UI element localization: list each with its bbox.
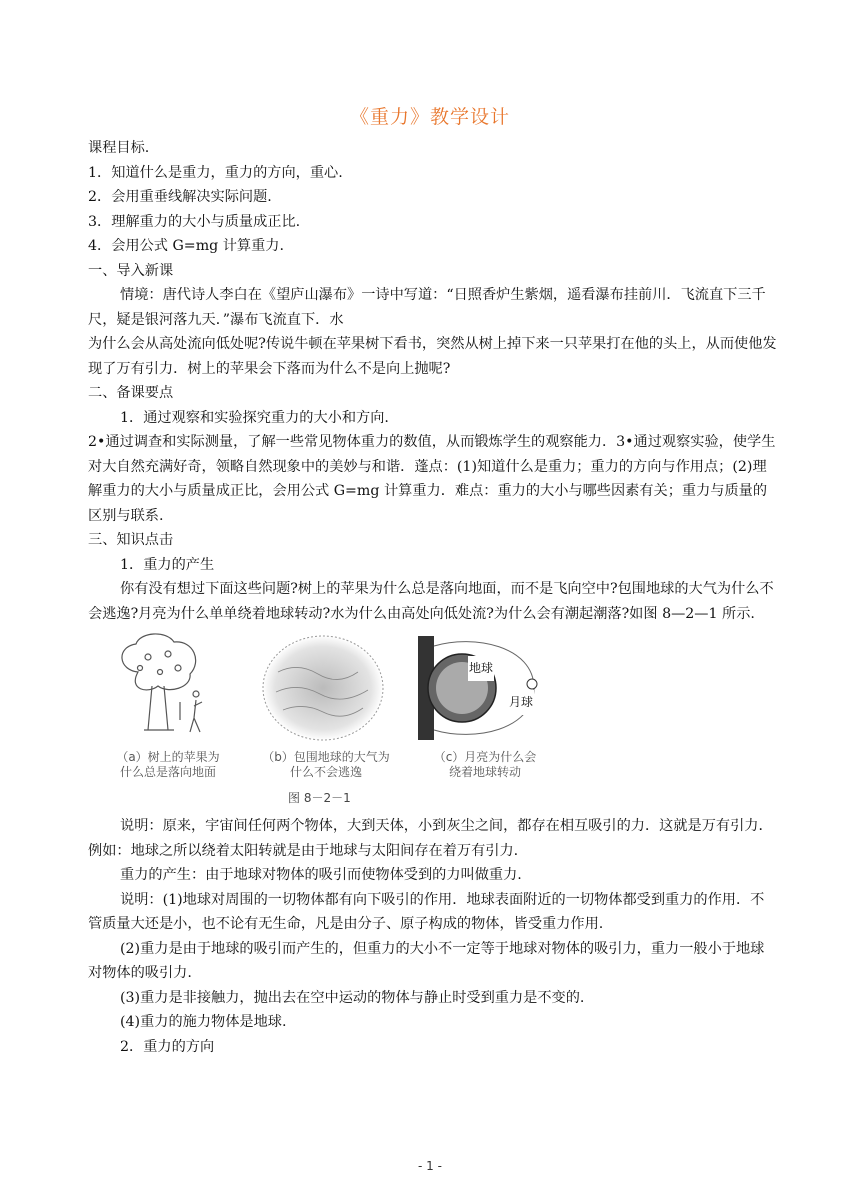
page-title: 《重力》教学设计	[349, 106, 510, 128]
note-2: (2)重力是由于地球的吸引而产生的，但重力的大小不一定等于地球对物体的吸引力，重力一般小于地球对物体的吸引力.	[88, 940, 765, 981]
prep-item-1: 1．通过观察和实验探究重力的大小和方向.	[120, 409, 389, 426]
caption-b-line-1: （b）包围地球的大气为	[262, 750, 390, 764]
note-3: (3)重力是非接触力，抛出去在空中运动的物体与静止时受到重力是不变的.	[120, 989, 585, 1006]
document-body	[88, 136, 778, 1059]
note-1: 说明：(1)地球对周围的一切物体都有向下吸引的作用．地球表面附近的一切物体都受到重力的作用．不管质量大还是小，也不论有无生命，凡是由分子、原子构成的物体，皆受重力作用.	[88, 891, 765, 932]
prep-item-2-3: 2•通过调查和实际测量，了解一些常见物体重力的数值，从而锻炼学生的观察能力．3•通过观察实验，使学生对大自然充满好奇，领略自然现象中的美妙与和谐．蓬点：(1)知道什么是重力；重力的方向与作用点；(2)理解重力的大小与质量成正比，会用公式 G=mg 计算重力．难点：重力的大小与哪些因素有关；重力与质量的区别与联系.	[88, 434, 776, 524]
caption-c-line-1: （c）月亮为什么会	[433, 750, 537, 764]
caption-c-line-2: 绕着地球转动	[448, 765, 521, 779]
caption-b-line-2: 什么不会逃逸	[289, 765, 362, 779]
page-number: - 1 -	[418, 1159, 442, 1173]
subheading-gravity-direction: 2．重力的方向	[120, 1038, 215, 1055]
earth-label: 地球	[468, 656, 494, 681]
section-heading-knowledge: 三、知识点击	[88, 532, 174, 548]
goal-item-4: 4．会用公式 G=mg 计算重力.	[88, 238, 285, 254]
note-4: (4)重力的施力物体是地球.	[120, 1014, 287, 1030]
explanation-universal-gravitation: 说明：原来，宇宙间任何两个物体，大到天体，小到灰尘之间，都存在相互吸引的力．这就是万有引力．例如：地球之所以绕着太阳转就是由于地球与太阳间存在着万有引力.	[88, 818, 773, 859]
definition-gravity: 重力的产生：由于地球对物体的吸引而使物体受到的力叫做重力.	[120, 867, 522, 883]
earth-atmosphere-illustration	[258, 632, 388, 744]
intro-paragraph: 情境：唐代诗人李白在《望庐山瀑布》一诗中写道：“日照香炉生紫烟，遥看瀑布挂前川．飞流直下三千尺，疑是银河落九天．”瀑布飞流直下．水	[88, 287, 766, 328]
figure-8-2-1	[88, 632, 778, 810]
goal-item-3: 3．理解重力的大小与质量成正比.	[88, 213, 301, 230]
caption-c	[410, 750, 560, 780]
goal-item-1: 1．知道什么是重力，重力的方向，重心.	[88, 164, 343, 181]
caption-a-line-1: （a）树上的苹果为	[116, 750, 220, 764]
section-heading-prep: 二、备课要点	[88, 385, 174, 401]
section-heading-intro: 一、导入新课	[88, 262, 174, 279]
moon-label: 月球	[508, 690, 534, 715]
intro-paragraph-continued: 为什么会从高处流向低处呢?传说牛顿在苹果树下看书，突然从树上掉下来一只苹果打在他的头上，从而使他发现了万有引力．树上的苹果会下落而为什么不是向上抛呢?	[88, 336, 777, 377]
subheading-gravity-origin: 1．重力的产生	[120, 556, 215, 573]
section-label-goals: 课程目标.	[88, 140, 150, 156]
caption-b	[246, 750, 406, 780]
caption-a-line-2: 什么总是落向地面	[119, 765, 216, 779]
caption-a	[88, 750, 248, 780]
goal-item-2: 2．会用重垂线解决实际问题.	[88, 189, 272, 205]
apple-tree-illustration	[108, 632, 218, 742]
questions-paragraph: 你有没有想过下面这些问题?树上的苹果为什么总是落向地面，而不是飞向空中?包围地球的大气为什么不会逃逸?月亮为什么单单绕着地球转动?水为什么由高处向低处流?为什么会有潮起潮落?如图 8—2—1 所示.	[88, 581, 774, 622]
earth-moon-illustration	[414, 632, 554, 744]
figure-number: 图 8－2－1	[288, 791, 351, 805]
